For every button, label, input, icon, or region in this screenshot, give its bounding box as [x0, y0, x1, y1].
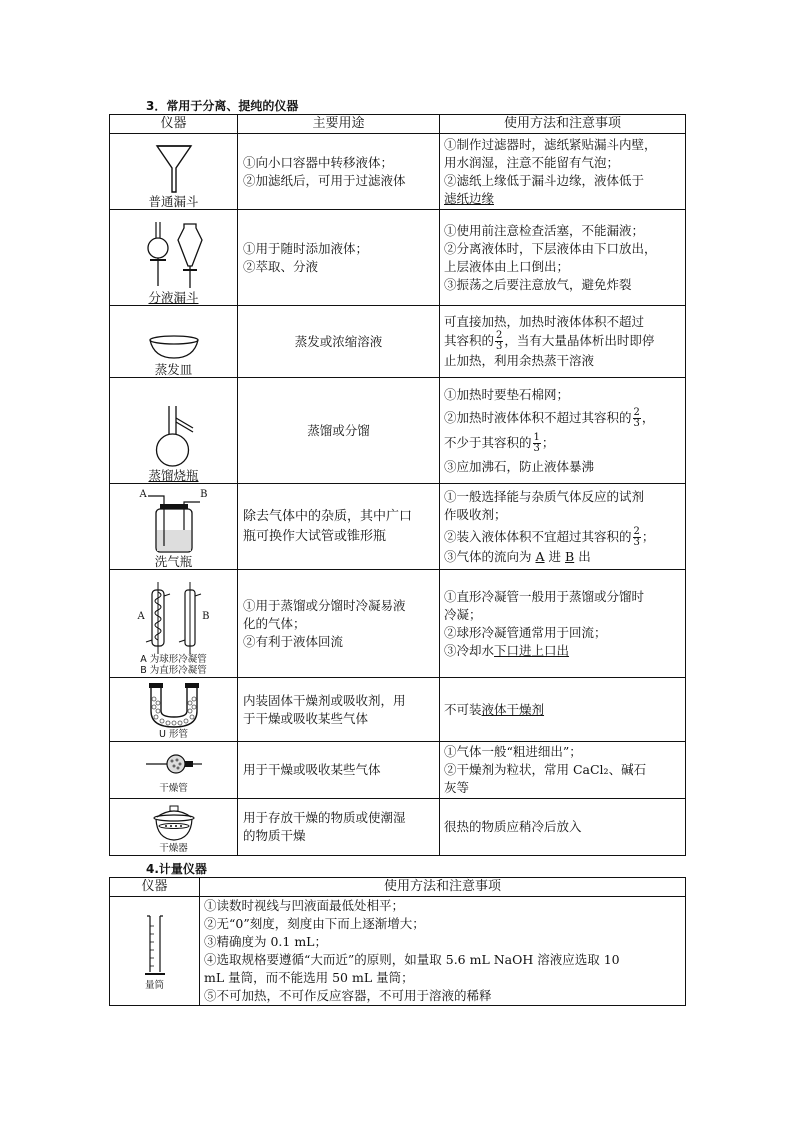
instrument-label: 蒸馏烧瓶 [148, 468, 199, 483]
notes-cell [200, 897, 686, 1006]
use-cell [238, 742, 440, 799]
note-line: ③应加沸石，防止液体暴沸 [444, 458, 595, 474]
use-line: ①用于随时添加液体； [243, 240, 369, 256]
section3-title: 3．常用于分离、提纯的仪器 [146, 99, 299, 113]
note-line: ③精确度为 0.1 mL； [204, 934, 327, 949]
note-line: 滤纸边缘 [444, 190, 495, 206]
use-line: ②有利于液体回流 [243, 633, 344, 649]
notes-cell [440, 134, 686, 210]
section4-title: 4.计量仪器 [146, 862, 207, 876]
funnel-cell [110, 134, 238, 210]
drying-tube-icon [144, 751, 204, 777]
use-line: 的物质干燥 [243, 828, 306, 843]
table-row [110, 210, 686, 306]
table-row [110, 897, 686, 1006]
evaporating-dish-cell [110, 306, 238, 378]
note-line: ③冷却水下口进上口出 [444, 642, 570, 658]
distillation-flask-cell [110, 378, 238, 484]
fraction: $\frac{2}{3}$ [496, 330, 503, 352]
use-line: 瓶可换作大试管或锥形瓶 [243, 528, 387, 544]
header-instrument: 仪器 [110, 878, 200, 897]
use-line: 于干燥或吸收某些气体 [243, 710, 369, 726]
note-line: 灰等 [444, 780, 470, 795]
graduated-cylinder-icon [143, 914, 167, 978]
note-line: 用水润湿，注意不能留有气泡； [444, 154, 620, 170]
note-line: ①直形冷凝管一般用于蒸馏或分馏时 [444, 588, 645, 604]
funnel-icon [154, 142, 194, 194]
use-line: ②加滤纸后，可用于过滤液体 [243, 172, 406, 188]
use-cell [238, 378, 440, 484]
note-line: ①使用前注意检查活塞，不能漏液； [444, 222, 645, 238]
condenser-cell [110, 570, 238, 678]
use-line: ①用于蒸馏或分馏时冷凝易液 [243, 597, 406, 613]
note-line: ⑤不可加热，不可作反应容器，不可用于溶液的稀释 [204, 988, 492, 1003]
table-row [110, 678, 686, 742]
caption: 干燥器 [159, 843, 188, 854]
note-line: 作吸收剂； [444, 506, 507, 522]
notes-cell [440, 210, 686, 306]
note-line: ②分离液体时，下层液体由下口放出， [444, 240, 657, 256]
use-line: 除去气体中的杂质，其中广口 [243, 508, 413, 524]
use-line: 化的气体； [243, 615, 306, 631]
caption: A 为球形冷凝管 [140, 654, 207, 665]
instrument-label: 洗气瓶 [154, 554, 193, 569]
note-line-with-fraction: 其容积的 $\frac{2}{3}$ ，当有大量晶体析出时即停 [444, 330, 655, 352]
use-cell [238, 799, 440, 856]
use-cell [238, 210, 440, 306]
table-row [110, 484, 686, 570]
use-cell [238, 134, 440, 210]
distillation-flask-icon [149, 404, 199, 468]
table-row [110, 742, 686, 799]
notes-cell [440, 378, 686, 484]
note-line: ②干燥剂为粒状，常用 CaCl₂、碱石 [444, 762, 647, 777]
label-b: B [202, 611, 210, 622]
fraction: $\frac{1}{3}$ [533, 431, 540, 454]
note-line: ①一般选择能与杂质气体反应的试剂 [444, 488, 645, 504]
note-line: 冷凝； [444, 606, 482, 622]
note-line: ④选取规格要遵循“大而近”的原则，如量取 5.6 mL NaOH 溶液应选取 10 [204, 952, 620, 967]
use-line: 用于干燥或吸收某些气体 [243, 762, 381, 777]
table-header-row [110, 878, 686, 897]
note-line: ①读数时视线与凹液面最低处相平； [204, 898, 405, 913]
header-use: 主要用途 [238, 115, 440, 134]
table-row [110, 306, 686, 378]
notes-cell [440, 799, 686, 856]
separatory-funnel-cell [110, 210, 238, 306]
use-line: 用于存放干燥的物质或使潮湿 [243, 810, 406, 825]
use-cell [238, 678, 440, 742]
notes-cell [440, 306, 686, 378]
instrument-label: 普通漏斗 [148, 194, 199, 209]
separatory-funnel-icon [134, 220, 214, 290]
notes-cell [440, 742, 686, 799]
use-line: 内装固体干燥剂或吸收剂，用 [243, 692, 406, 708]
table-row [110, 799, 686, 856]
u-tube-icon [141, 681, 207, 729]
measuring-instruments-table [109, 877, 686, 1006]
caption: U 形管 [159, 729, 188, 740]
header-instrument: 仪器 [110, 115, 238, 134]
note-line: ①气体一般“粗进细出”； [444, 744, 582, 759]
label-a: A [137, 611, 145, 622]
instrument-label: 分液漏斗 [148, 290, 199, 305]
note-line-with-fraction: ②加热时液体体积不超过其容积的 $\frac{2}{3}$ ， [444, 406, 655, 429]
header-notes: 使用方法和注意事项 [200, 878, 686, 897]
note-line: ②球形冷凝管通常用于回流； [444, 624, 607, 640]
note-line: 上层液体由上口倒出； [444, 258, 570, 274]
table-header-row [110, 115, 686, 134]
evaporating-dish-icon [146, 334, 202, 362]
note-line: ②无“0”刻度，刻度由下而上逐渐增大； [204, 916, 425, 931]
caption: 量筒 [144, 979, 164, 991]
note-line: mL 量筒，而不能选用 50 mL 量筒； [204, 970, 414, 985]
note-line: ②滤纸上缘低于漏斗边缘，液体低于 [444, 172, 645, 188]
notes-cell [440, 484, 686, 570]
desiccator-cell [110, 799, 238, 856]
notes-cell [440, 678, 686, 742]
caption: 干燥管 [159, 783, 188, 794]
table-row [110, 134, 686, 210]
use-line: ①向小口容器中转移液体； [243, 154, 394, 170]
header-notes: 使用方法和注意事项 [440, 115, 686, 134]
note-line-with-fraction: ②装入液体体积不宜超过其容积的 $\frac{2}{3}$ ； [444, 525, 655, 548]
separation-instruments-table [109, 114, 686, 856]
use-cell [238, 484, 440, 570]
fraction: $\frac{2}{3}$ [633, 525, 640, 548]
desiccator-icon [149, 805, 199, 843]
note-line: 可直接加热，加热时液体体积不超过 [444, 314, 645, 329]
drying-tube-cell [110, 742, 238, 799]
caption: B 为直形冷凝管 [140, 665, 207, 676]
note-line: ③振荡之后要注意放气，避免炸裂 [444, 276, 632, 292]
note-line: ①加热时要垫石棉网； [444, 386, 570, 402]
notes-cell [440, 570, 686, 678]
use-line: 蒸发或浓缩溶液 [294, 333, 383, 349]
use-line: 蒸馏或分馏 [307, 422, 370, 438]
u-tube-cell [110, 678, 238, 742]
use-line: ②萃取、分液 [243, 258, 319, 274]
fraction: $\frac{2}{3}$ [633, 406, 640, 429]
note-line-with-fraction: 不少于其容积的 $\frac{1}{3}$ ； [444, 431, 555, 454]
note-line: 很热的物质应稍冷后放入 [444, 819, 582, 834]
instrument-label: 蒸发皿 [154, 362, 193, 377]
note-line: ③气体的流向为 A 进 B 出 [444, 548, 591, 564]
use-cell [238, 570, 440, 678]
note-line: 止加热，利用余热蒸干溶液 [444, 353, 595, 368]
table-row [110, 570, 686, 678]
label-b: B [200, 489, 208, 500]
gas-washing-bottle-cell [110, 484, 238, 570]
table-row [110, 378, 686, 484]
note-line: 不可装液体干燥剂 [444, 701, 545, 717]
note-line: ①制作过滤器时，滤纸紧贴漏斗内壁， [444, 136, 657, 152]
use-cell [238, 306, 440, 378]
graduated-cylinder-cell [110, 897, 200, 1006]
label-a: A [139, 489, 147, 500]
